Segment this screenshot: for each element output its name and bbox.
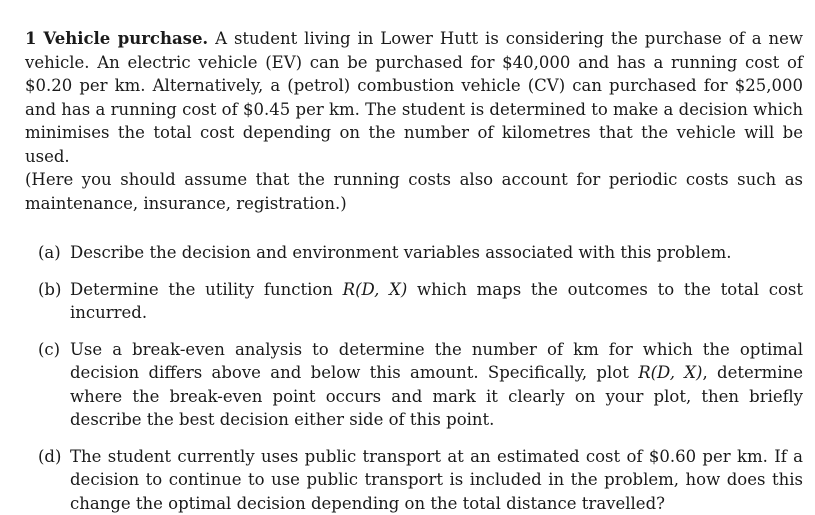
part-b <box>25 278 803 325</box>
part-c-text-after: , determine where the break-even point occurs and mark it clearly on your plot, then briefly describe the best decision either side of this point. <box>70 363 803 429</box>
problem-title: Vehicle purchase. <box>43 29 208 48</box>
part-a <box>25 241 803 265</box>
part-c-math: R(D, X) <box>638 363 702 382</box>
part-b-text-after: which maps the outcomes to the total cost incurred. <box>70 280 803 323</box>
problem-intro-paragraph <box>25 27 803 168</box>
part-d-text: The student currently uses public transport at an estimated cost of $0.60 per km. If a decision to continue to use public transport is included in the problem, how does this change the optimal decision depending on the total distance travelled? <box>70 447 803 513</box>
part-c-text-before: Use a break-even analysis to determine the number of km for which the optimal decision differs above and below this amount. Specifically, plot <box>70 340 803 383</box>
problem-intro-text: A student living in Lower Hutt is considering the purchase of a new vehicle. An electric vehicle (EV) can be purchased for $40,000 and has a running cost of $0.20 per km. Alternatively, a (petrol) combustion vehicle (CV) can purchased for $25,000 and has a running cost of $0.45 per km. The student is determined to make a decision which minimises the total cost depending on the number of kilometres that the vehicle will be used. <box>25 29 803 166</box>
part-b-label: (b) <box>38 278 61 302</box>
part-d <box>25 445 803 515</box>
part-c <box>25 338 803 432</box>
part-c-label: (c) <box>38 338 60 362</box>
part-a-text: Describe the decision and environment variables associated with this problem. <box>70 243 732 262</box>
part-b-math: R(D, X) <box>343 280 408 299</box>
problem-note: (Here you should assume that the running costs also account for periodic costs such as maintenance, insurance, registration.) <box>25 168 803 215</box>
part-b-text-before: Determine the utility function <box>70 280 343 299</box>
problem-document <box>25 27 803 515</box>
problem-number: 1 <box>25 29 36 48</box>
part-d-label: (d) <box>38 445 61 469</box>
part-a-label: (a) <box>38 241 61 265</box>
